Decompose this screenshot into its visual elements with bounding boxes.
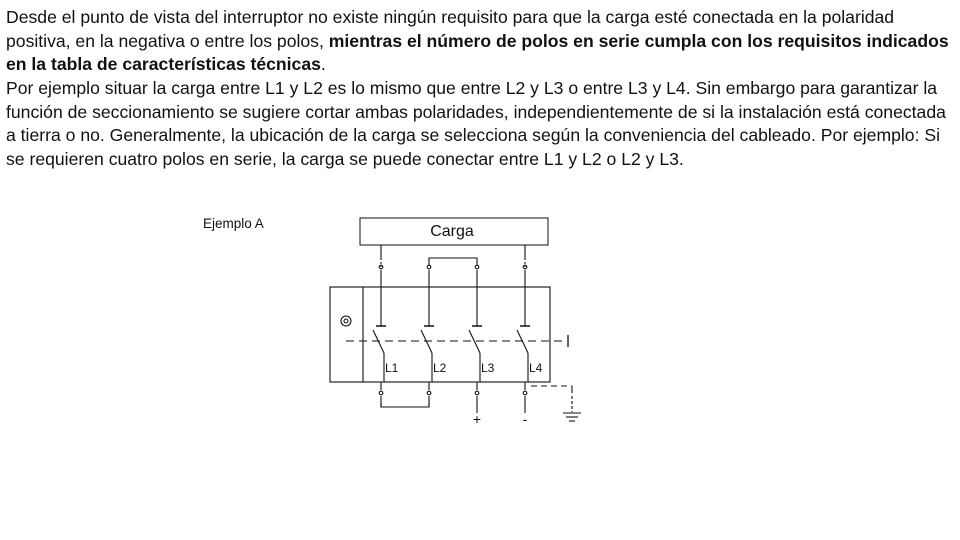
paragraph-intro-end: . — [320, 54, 326, 75]
minus-sign: - — [522, 411, 528, 427]
load-label: Carga — [430, 223, 474, 240]
handle-icon — [341, 316, 351, 326]
pole-label-l1: L1 — [385, 361, 399, 375]
pole-label-l3: L3 — [481, 361, 495, 375]
plus-sign: + — [472, 411, 482, 427]
paragraph-intro-bold: mientras el número de polos en serie cumpla con los requisitos indicados en la tabla de características técnicas — [6, 30, 949, 75]
bottom-bridge-l1-l2 — [381, 403, 429, 407]
load-terminals — [379, 245, 527, 287]
top-bridge-l2-l3 — [427, 258, 479, 287]
paragraph-example: Por ejemplo situar la carga entre L1 y L2 es lo mismo que entre L2 y L3 o entre L3 y L4. Sin embargo para garantizar la función de seccionamiento se sugiere cortar ambas polaridades, independientemente de si la instalación está conectada a tierra o no. Generalmente, la ubicación de la carga se selecciona según la conveniencia del cableado. Por ejemplo: Si se requieren cuatro polos en serie, la carga se puede conectar entre L1 y L2 o L2 y L3. — [6, 78, 946, 170]
example-label: Ejemplo A — [203, 216, 264, 231]
pole-label-l4: L4 — [529, 361, 543, 375]
bottom-terminals — [379, 382, 527, 413]
wiring-diagram — [320, 210, 600, 430]
paragraph-intro-text: Desde el punto de vista del interruptor no existe ningún requisito para que la carga esté conectada en la polaridad positiva, en la negativa o entre los polos, — [6, 7, 895, 51]
ground-icon — [563, 413, 581, 421]
pole-label-l2: L2 — [433, 361, 447, 375]
paragraph-intro — [6, 6, 954, 77]
